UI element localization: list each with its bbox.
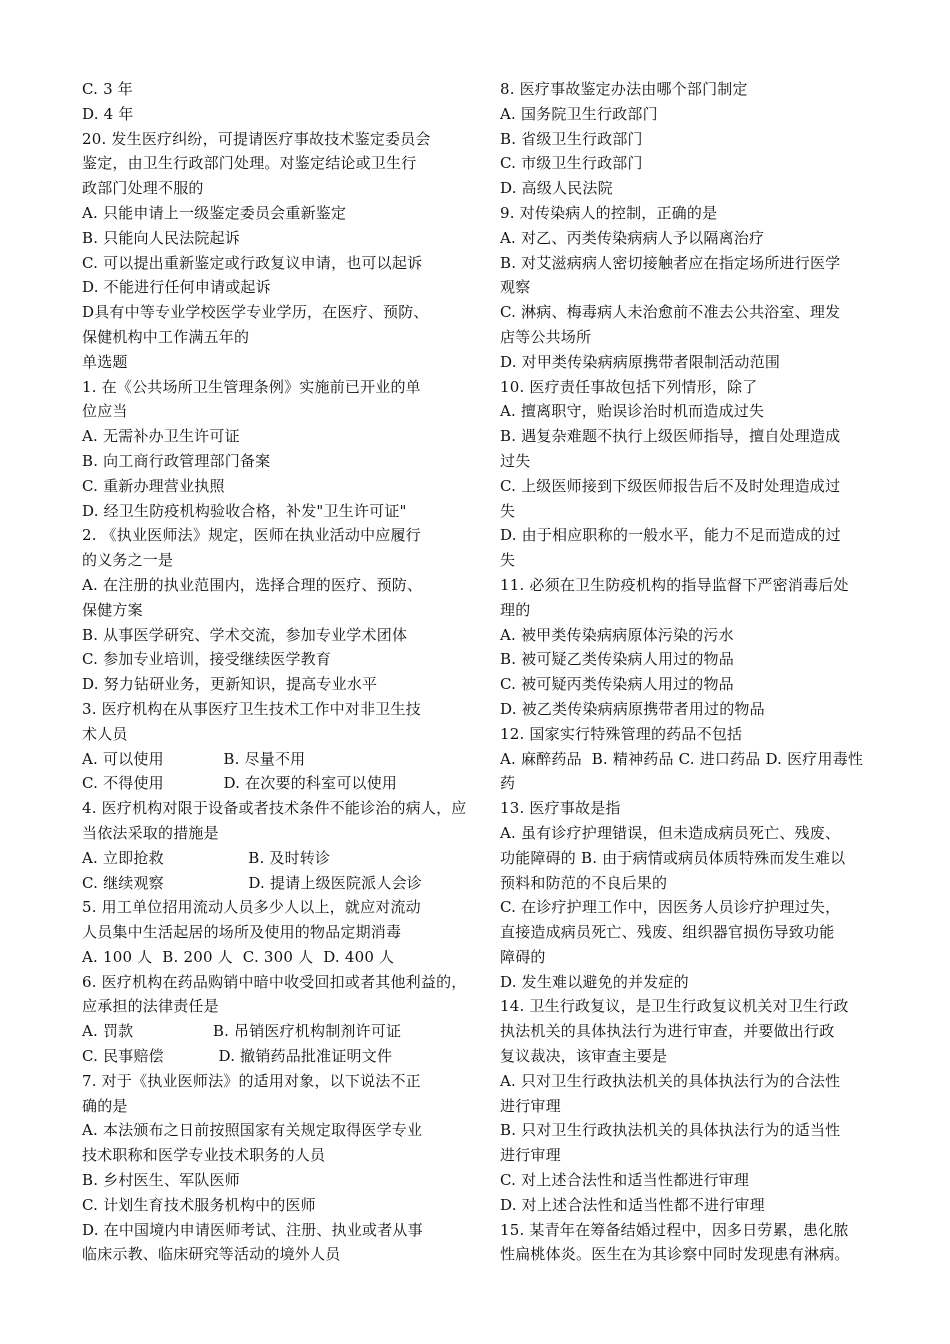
text-line: B. 只能向人民法院起诉: [82, 228, 240, 247]
text-line: 保健机构中工作满五年的: [82, 327, 250, 346]
text-line: C. 在诊疗护理工作中，因医务人员诊疗护理过失，: [500, 898, 841, 917]
text-line: D. 在中国境内申请医师考试、注册、执业或者从事: [82, 1220, 423, 1239]
text-line: 进行审理: [500, 1146, 561, 1165]
text-line: 鉴定，由卫生行政部门处理。对鉴定结论或卫生行: [82, 154, 417, 173]
text-line: 确的是: [82, 1096, 128, 1115]
text-line: B. 被可疑乙类传染病人用过的物品: [500, 650, 734, 669]
text-line: 应承担的法律责任是: [82, 997, 219, 1016]
text-line: 术人员: [82, 724, 128, 743]
text-line: D. 由于相应职称的一般水平，能力不足而造成的过: [500, 526, 841, 545]
text-line: A. 对乙、丙类传染病病人予以隔离治疗: [500, 228, 765, 247]
text-line: A. 立即抢救 B. 及时转诊: [82, 848, 331, 867]
text-line: C. 3 年: [82, 80, 133, 98]
text-line: 政部门处理不服的: [82, 179, 204, 198]
text-line: A. 麻醉药品 B. 精神药品 C. 进口药品 D. 医疗用毒性: [500, 749, 864, 768]
text-line: C. 对上述合法性和适当性都进行审理: [500, 1171, 750, 1190]
text-line: D. 努力钻研业务，更新知识，提高专业水平: [82, 675, 378, 694]
text-line: D. 对上述合法性和适当性都不进行审理: [500, 1195, 765, 1214]
text-line: A. 被甲类传染病病原体污染的污水: [500, 625, 734, 644]
text-line: 15. 某青年在筹备结婚过程中，因多日劳累，患化脓: [500, 1220, 849, 1239]
text-line: B. 省级卫生行政部门: [500, 129, 643, 148]
text-line: 10. 医疗责任事故包括下列情形，除了: [500, 377, 758, 396]
text-line: C. 淋病、梅毒病人未治愈前不准去公共浴室、理发: [500, 303, 841, 322]
text-line: A. 擅离职守，贻误诊治时机而造成过失: [500, 402, 765, 421]
text-line: A. 只对卫生行政执法机关的具体执法行为的合法性: [500, 1071, 841, 1090]
text-line: B. 向工商行政管理部门备案: [82, 451, 271, 470]
text-line: 人员集中生活起居的场所及使用的物品定期消毒: [82, 923, 402, 942]
right-column: [500, 77, 886, 1267]
text-line: 单选题: [82, 352, 128, 371]
text-line: D. 被乙类传染病病原携带者用过的物品: [500, 699, 765, 718]
text-line: 进行审理: [500, 1096, 561, 1115]
text-line: 9. 对传染病人的控制，正确的是: [500, 203, 718, 222]
text-line: 过失: [500, 451, 531, 470]
text-line: C. 被可疑丙类传染病人用过的物品: [500, 675, 734, 694]
text-line: A. 罚款 B. 吊销医疗机构制剂许可证: [82, 1022, 402, 1041]
text-line: A. 在注册的执业范围内，选择合理的医疗、预防、: [82, 575, 423, 594]
text-line: D. 对甲类传染病病原携带者限制活动范围: [500, 352, 781, 371]
text-line: 3. 医疗机构在从事医疗卫生技术工作中对非卫生技: [82, 699, 421, 718]
text-line: C. 民事赔偿 D. 撤销药品批准证明文件: [82, 1047, 393, 1066]
text-line: 障碍的: [500, 947, 546, 966]
text-line: 12. 国家实行特殊管理的药品不包括: [500, 724, 743, 743]
text-line: 复议裁决，该审查主要是: [500, 1047, 668, 1066]
text-line: D. 高级人民法院: [500, 179, 613, 198]
text-line: A. 可以使用 B. 尽量不用: [82, 749, 306, 768]
text-line: A. 虽有诊疗护理错误，但未造成病员死亡、残废、: [500, 823, 841, 842]
text-line: C. 市级卫生行政部门: [500, 154, 643, 173]
text-line: 的义务之一是: [82, 551, 174, 570]
text-line: 临床示教、临床研究等活动的境外人员: [82, 1245, 341, 1264]
text-line: A. 国务院卫生行政部门: [500, 104, 658, 123]
text-line: 药: [500, 774, 516, 793]
text-line: 理的: [500, 600, 531, 619]
text-line: A. 只能申请上一级鉴定委员会重新鉴定: [82, 203, 347, 222]
text-line: 预料和防范的不良后果的: [500, 873, 668, 892]
text-line: D. 不能进行任何申请或起诉: [82, 278, 271, 297]
text-line: C. 可以提出重新鉴定或行政复议申请，也可以起诉: [82, 253, 423, 272]
text-line: 位应当: [82, 402, 128, 421]
text-line: 1. 在《公共场所卫生管理条例》实施前已开业的单: [82, 377, 421, 396]
text-line: C. 上级医师接到下级医师报告后不及时处理造成过: [500, 476, 841, 495]
text-line: 14. 卫生行政复议，是卫生行政复议机关对卫生行政: [500, 997, 849, 1016]
text-line: 技术职称和医学专业技术职务的人员: [82, 1146, 326, 1165]
text-line: D. 4 年: [82, 104, 134, 123]
text-line: D. 发生难以避免的并发症的: [500, 972, 689, 991]
text-line: 4. 医疗机构对限于设备或者技术条件不能诊治的病人，应: [82, 799, 467, 818]
text-line: 性扁桃体炎。医生在为其诊察中同时发现患有淋病。: [500, 1245, 850, 1264]
text-line: 2. 《执业医师法》规定，医师在执业活动中应履行: [82, 526, 421, 545]
text-line: 失: [500, 501, 516, 520]
text-line: B. 对艾滋病病人密切接触者应在指定场所进行医学: [500, 253, 841, 272]
text-line: B. 只对卫生行政执法机关的具体执法行为的适当性: [500, 1121, 841, 1140]
text-line: A. 100 人 B. 200 人 C. 300 人 D. 400 人: [82, 947, 395, 966]
text-line: 当依法采取的措施是: [82, 823, 219, 842]
text-line: 观察: [500, 278, 531, 297]
text-line: C. 不得使用 D. 在次要的科室可以使用: [82, 774, 398, 793]
left-column: [82, 77, 468, 1267]
text-line: C. 重新办理营业执照: [82, 476, 225, 495]
text-line: 20. 发生医疗纠纷，可提请医疗事故技术鉴定委员会: [82, 129, 431, 148]
text-line: 5. 用工单位招用流动人员多少人以上，就应对流动: [82, 898, 421, 917]
text-line: C. 参加专业培训，接受继续医学教育: [82, 650, 332, 669]
text-line: 店等公共场所: [500, 327, 592, 346]
text-line: C. 继续观察 D. 提请上级医院派人会诊: [82, 873, 422, 892]
text-line: 11. 必须在卫生防疫机构的指导监督下严密消毒后处: [500, 575, 849, 594]
text-line: 失: [500, 551, 516, 570]
text-line: 功能障碍的 B. 由于病情或病员体质特殊而发生难以: [500, 848, 846, 867]
text-line: B. 遇复杂难题不执行上级医师指导，擅自处理造成: [500, 427, 841, 446]
text-line: 6. 医疗机构在药品购销中暗中收受回扣或者其他利益的，: [82, 972, 467, 991]
text-line: B. 乡村医生、军队医师: [82, 1171, 240, 1190]
text-line: 直接造成病员死亡、残废、组织器官损伤导致功能: [500, 923, 835, 942]
text-line: 执法机关的具体执法行为进行审查，并要做出行政: [500, 1022, 835, 1041]
text-line: 13. 医疗事故是指: [500, 799, 621, 818]
text-line: C. 计划生育技术服务机构中的医师: [82, 1195, 316, 1214]
text-line: A. 无需补办卫生许可证: [82, 427, 240, 446]
text-line: D. 经卫生防疫机构验收合格，补发"卫生许可证": [82, 501, 407, 520]
text-line: 7. 对于《执业医师法》的适用对象，以下说法不正: [82, 1071, 421, 1090]
text-line: 保健方案: [82, 600, 143, 619]
text-line: B. 从事医学研究、学术交流，参加专业学术团体: [82, 625, 408, 644]
text-line: A. 本法颁布之日前按照国家有关规定取得医学专业: [82, 1121, 423, 1140]
text-line: D具有中等专业学校医学专业学历，在医疗、预防、: [82, 303, 429, 322]
text-line: 8. 医疗事故鉴定办法由哪个部门制定: [500, 80, 748, 98]
